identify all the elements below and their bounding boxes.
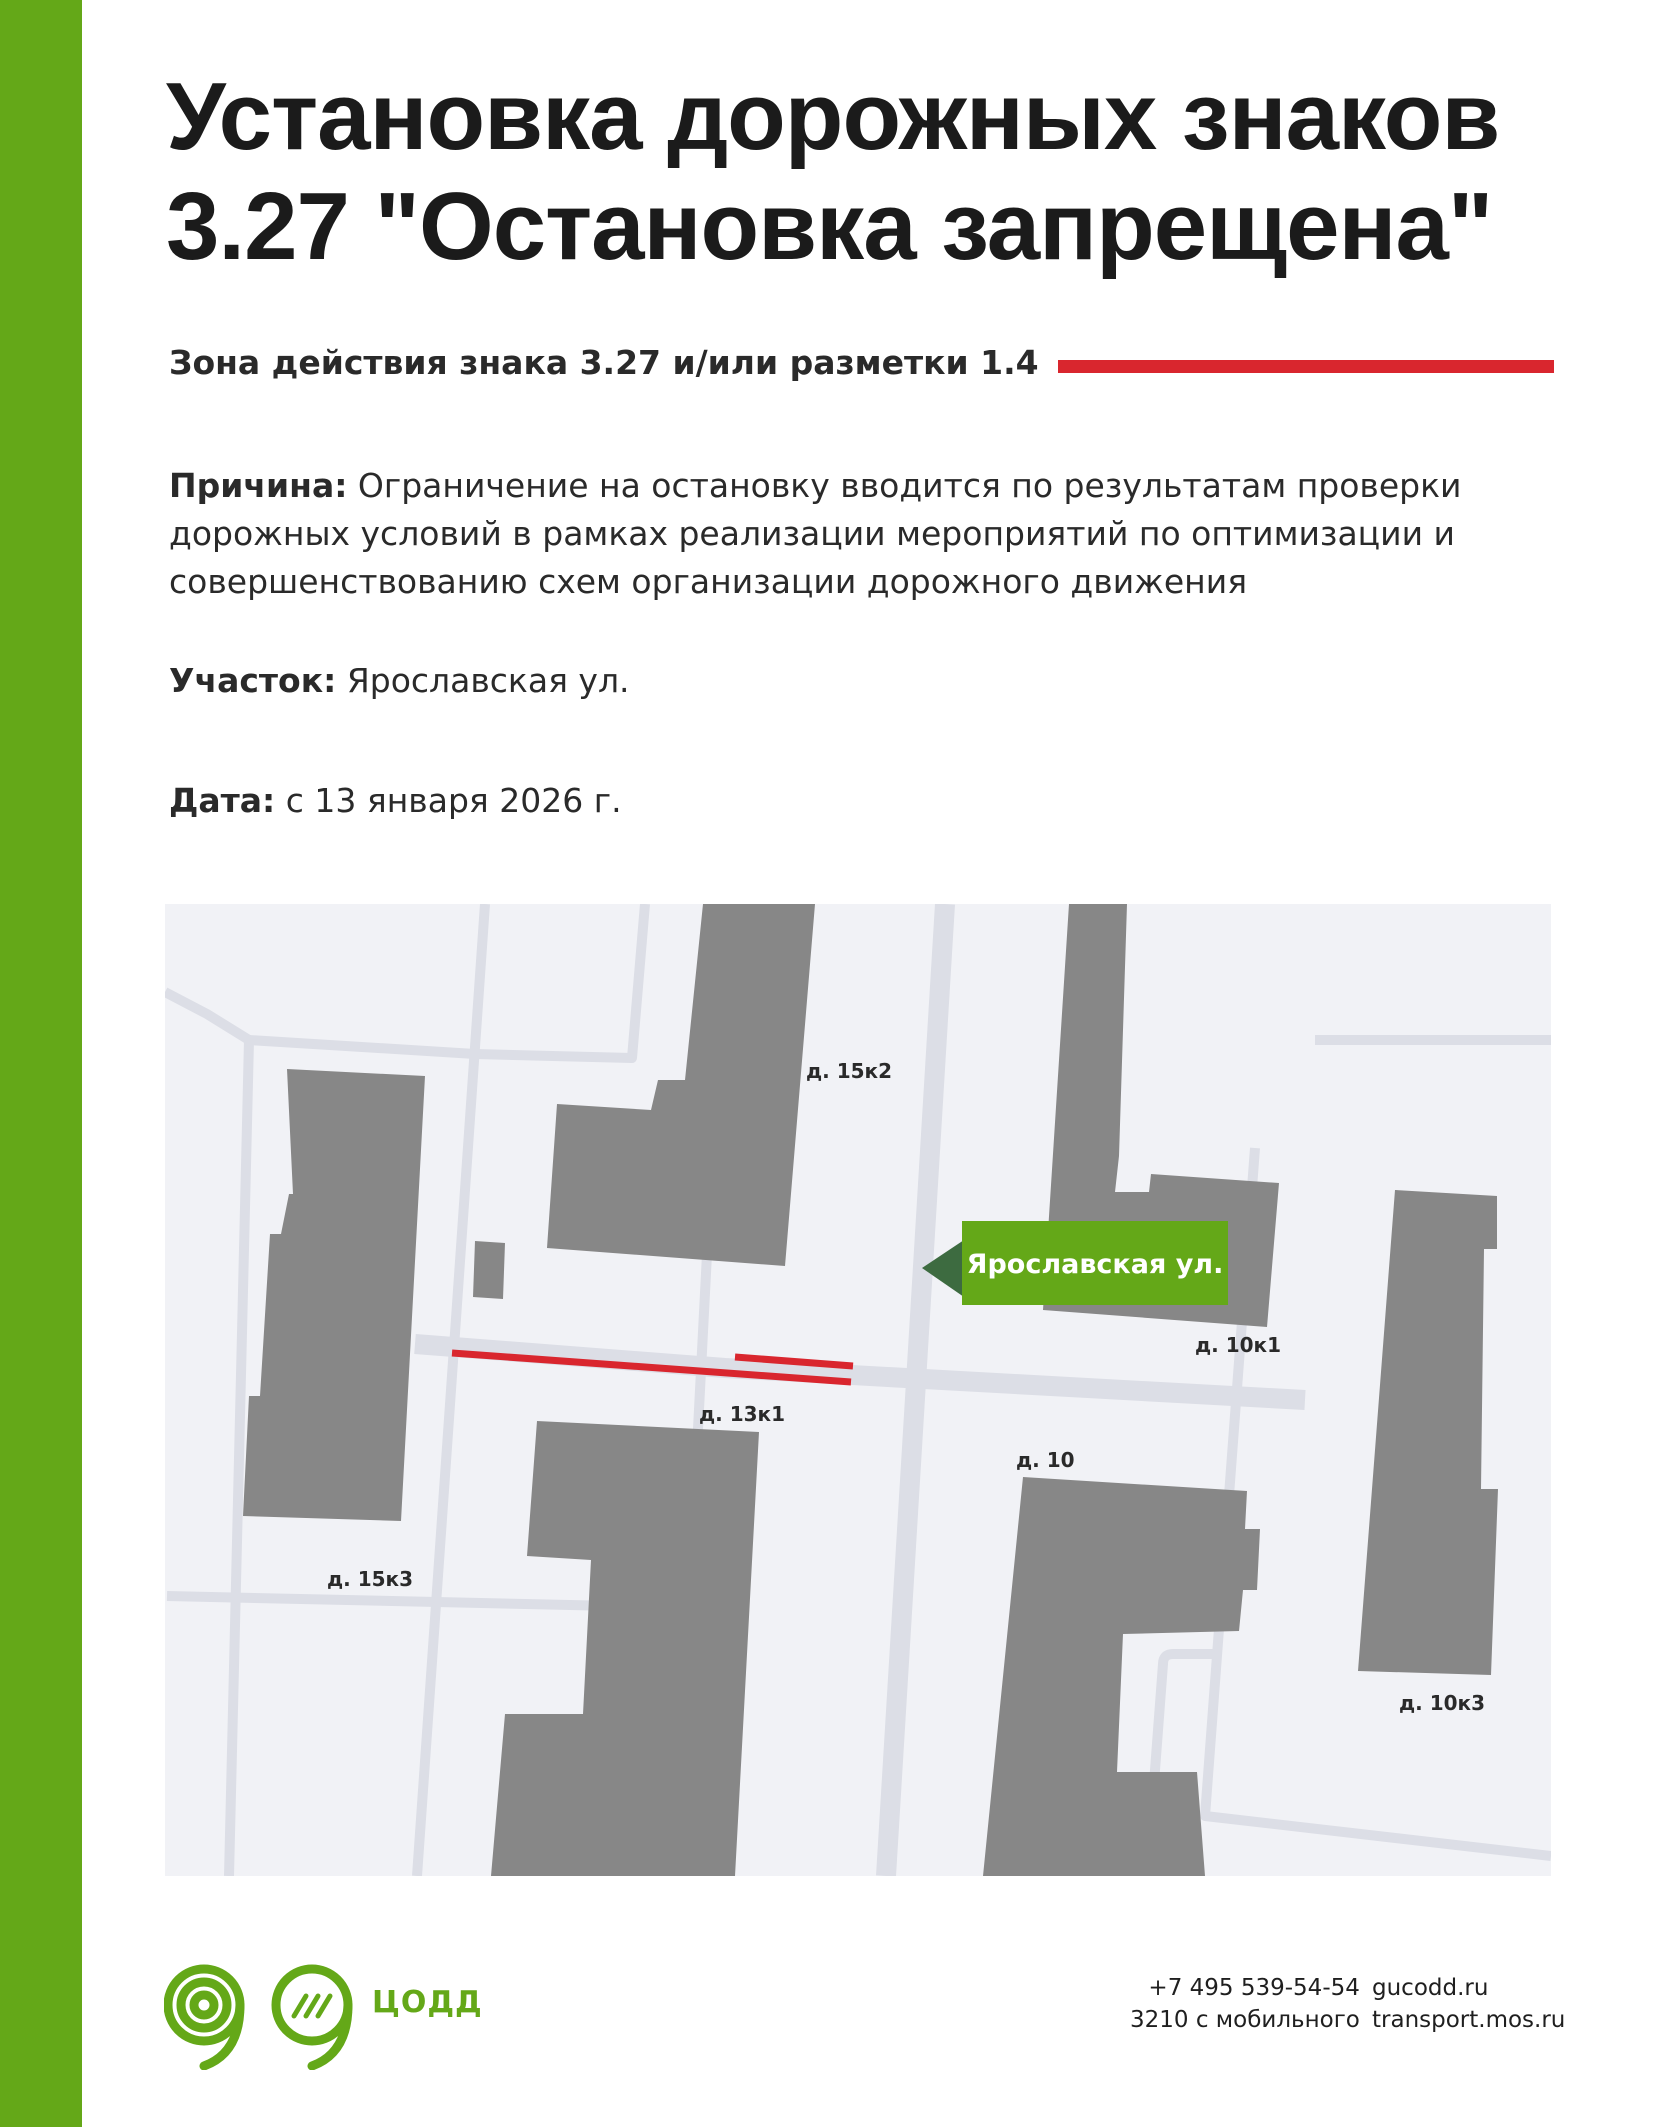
street-map [165, 904, 1551, 1876]
codd-logo-icon [276, 1969, 348, 2066]
section-paragraph [169, 657, 630, 705]
building-small [473, 1241, 505, 1299]
moscow-transport-logo-icon [168, 1969, 240, 2066]
title-line-2: 3.27 "Остановка запрещена" [166, 173, 1493, 280]
label-10k3: д. 10к3 [1399, 1691, 1486, 1715]
label-10k1: д. 10к1 [1195, 1333, 1282, 1357]
section-label: Участок: [169, 661, 337, 700]
label-10: д. 10 [1016, 1448, 1075, 1472]
brand-name: ЦОДД [372, 1985, 483, 2020]
phone-short: 3210 с мобильного [1130, 2007, 1360, 2033]
phone-number[interactable]: +7 495 539-54-54 [1148, 1975, 1360, 2001]
section-value: Ярославская ул. [336, 661, 630, 700]
legend-label: Зона действия знака 3.27 и/или разметки 1.4 [169, 343, 1039, 382]
footer-sites [1372, 1972, 1565, 2036]
label-13k1: д. 13к1 [699, 1402, 786, 1426]
legend-restriction-line [1058, 360, 1554, 373]
date-value: с 13 января 2026 г. [275, 781, 622, 820]
street-map-svg [165, 904, 1551, 1876]
side-accent-bar [0, 0, 82, 2127]
reason-label: Причина: [169, 466, 348, 505]
title-line-1: Установка дорожных знаков [166, 63, 1500, 170]
label-15k2: д. 15к2 [806, 1059, 893, 1083]
date-paragraph [169, 777, 622, 825]
street-tag-text: Ярославская ул. [966, 1249, 1224, 1280]
site-link-gucodd[interactable]: gucodd.ru [1372, 1975, 1489, 2001]
street-label-tag [922, 1221, 1228, 1305]
footer-phones [1130, 1972, 1360, 2036]
date-label: Дата: [169, 781, 276, 820]
page-title [166, 62, 1586, 282]
codd-logo-stripes [294, 1996, 330, 2016]
label-15k3: д. 15к3 [327, 1567, 414, 1591]
site-link-transport[interactable]: transport.mos.ru [1372, 2007, 1566, 2033]
reason-paragraph [169, 462, 1569, 606]
reason-text: Ограничение на остановку вводится по результатам проверки дорожных условий в рамках реализации мероприятий по оптимизации и совершенствованию схем организации дорожного движения [169, 466, 1462, 601]
